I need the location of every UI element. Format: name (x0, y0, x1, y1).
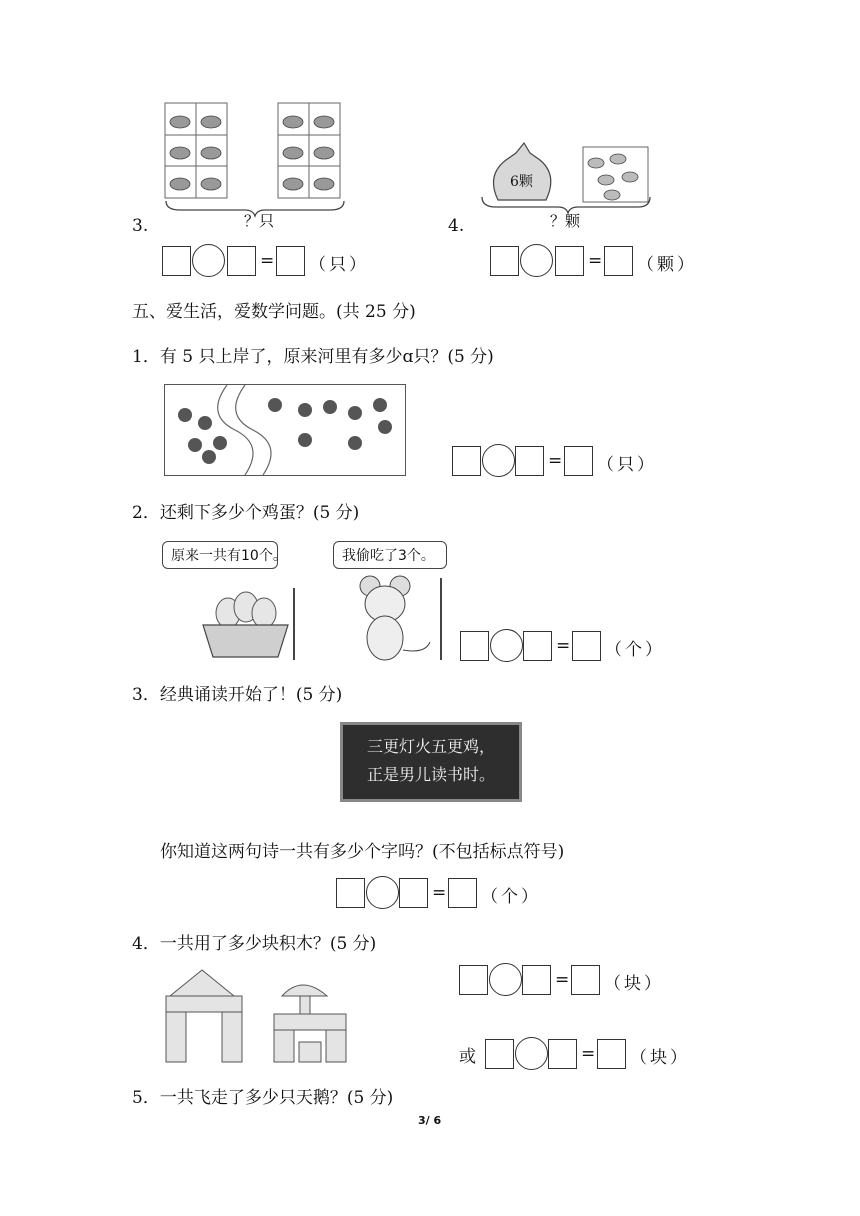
s5-q4-answer-box-4[interactable] (548, 1039, 577, 1069)
q3-result-box[interactable] (276, 246, 305, 276)
s5-q3-operator-circle[interactable] (366, 876, 399, 909)
s5-q4-answer-box-3[interactable] (485, 1039, 514, 1069)
q4-result-box[interactable] (604, 246, 633, 276)
q4-brace-label: ？颗 (550, 212, 581, 230)
q4-operator-circle[interactable] (520, 244, 553, 277)
q3-unit: （只） (309, 255, 369, 275)
q4-bag-label: 6颗 (510, 174, 533, 190)
s5-q4-unit-2: （块） (630, 1048, 690, 1068)
mouse-illustration (345, 572, 435, 664)
q3-answer-box-2[interactable] (227, 246, 256, 276)
s5-q1-answer-box-2[interactable] (515, 446, 544, 476)
s5-q1-answer-box-1[interactable] (452, 446, 481, 476)
s5-q2-operator-circle[interactable] (490, 629, 523, 662)
s5-q3-answer-box-1[interactable] (336, 878, 365, 908)
q3-equals-sign: = (260, 251, 275, 271)
q4-unit: （颗） (637, 255, 697, 275)
s5-q2-result-box[interactable] (572, 631, 601, 661)
s5-q4-operator-circle-1[interactable] (489, 963, 522, 996)
s5-q1-operator-circle[interactable] (482, 444, 515, 477)
s5-q2-answer-box-2[interactable] (523, 631, 552, 661)
s5-q4-result-box-2[interactable] (597, 1039, 626, 1069)
s5-q4-answer-box-1[interactable] (459, 965, 488, 995)
s5-q4-operator-circle-2[interactable] (515, 1037, 548, 1070)
s5-q3-answer-box-2[interactable] (399, 878, 428, 908)
s5-q2-bubble-right: 我偷吃了3个。 (333, 541, 447, 569)
s5-q4-equals-sign-1: = (555, 970, 570, 990)
s5-q4-result-box-1[interactable] (571, 965, 600, 995)
s5-q4-text: 4．一共用了多少块积木？(5 分) (132, 934, 377, 954)
s5-q4-equals-sign-2: = (581, 1044, 596, 1064)
s5-q3-equals-sign: = (432, 883, 447, 903)
ducks-river-illustration (165, 385, 405, 475)
s5-q3-result-box[interactable] (448, 878, 477, 908)
s5-q2-text: 2．还剩下多少个鸡蛋？(5 分) (132, 503, 360, 523)
s5-q1-ducks-image (164, 384, 406, 476)
s5-q3-unit: （个） (481, 887, 541, 907)
s5-q3-sub-question: 你知道这两句诗一共有多少个字吗？(不包括标点符号) (160, 842, 565, 862)
q3-number: 3. (132, 216, 149, 236)
poem-line-2: 正是男儿读书时。 (366, 765, 495, 784)
page-number: 3/ 6 (418, 1114, 442, 1127)
rabbit-grid-image (160, 98, 350, 218)
s5-q2-answer-box-1[interactable] (460, 631, 489, 661)
s5-q4-answer-box-2[interactable] (522, 965, 551, 995)
s5-q3-text: 3．经典诵读开始了！(5 分) (132, 685, 343, 705)
q4-equals-sign: = (588, 251, 603, 271)
q3-rabbit-figure (160, 98, 350, 218)
s5-q4-blocks-image (162, 966, 352, 1066)
section5-heading: 五、爱生活，爱数学问题。(共 25 分) (132, 302, 416, 322)
s5-q2-divider-1 (293, 588, 295, 660)
egg-basket-illustration (198, 585, 293, 660)
s5-q3-blackboard (340, 722, 522, 802)
q3-operator-circle[interactable] (192, 244, 225, 277)
s5-q2-divider-2 (440, 578, 442, 660)
s5-q2-equals-sign: = (556, 636, 571, 656)
s5-q4-unit-1: （块） (604, 974, 664, 994)
q3-answer-box-1[interactable] (162, 246, 191, 276)
q4-answer-box-2[interactable] (555, 246, 584, 276)
s5-q5-text: 5．一共飞走了多少只天鹅？(5 分) (132, 1088, 394, 1108)
q4-answer-box-1[interactable] (490, 246, 519, 276)
s5-q1-equals-sign: = (548, 451, 563, 471)
s5-q1-result-box[interactable] (564, 446, 593, 476)
s5-q2-unit: （个） (605, 640, 665, 660)
poem-line-1: 三更灯火五更鸡， (366, 737, 495, 756)
s5-q2-basket-image (198, 585, 293, 660)
building-blocks-illustration (162, 966, 352, 1066)
q4-number: 4. (448, 216, 465, 236)
s5-q1-text: 1．有 5 只上岸了，原来河里有多少ɑ只？(5 分) (132, 347, 494, 367)
q3-brace-label: ？只 (244, 212, 275, 230)
s5-q2-mouse-image (345, 572, 435, 664)
s5-q1-unit: （只） (597, 455, 657, 475)
s5-q4-or-label: 或 (459, 1047, 476, 1067)
s5-q2-bubble-left: 原来一共有10个。 (162, 541, 278, 569)
